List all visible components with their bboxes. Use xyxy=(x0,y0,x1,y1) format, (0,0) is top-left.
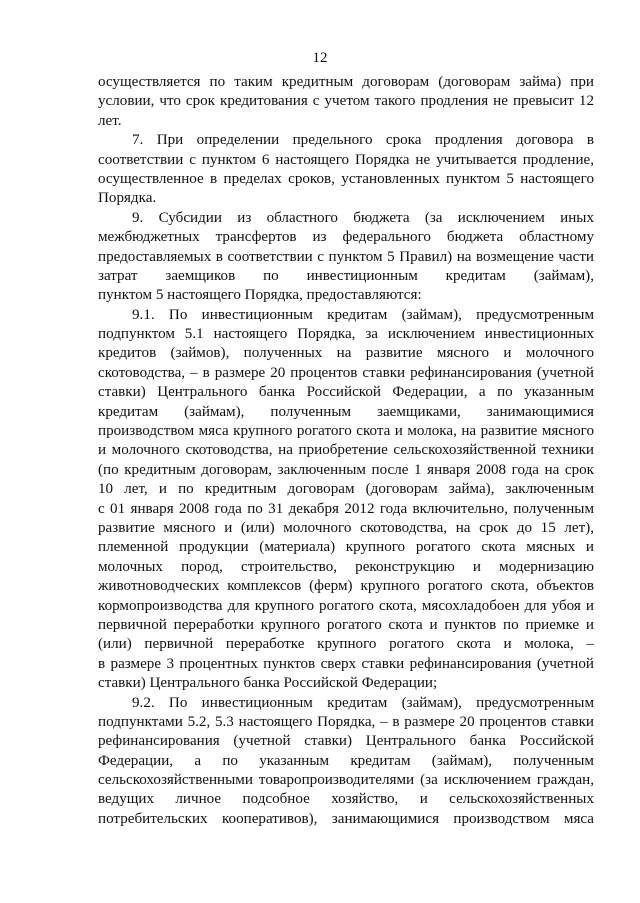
text-line: затрат заемщиков по инвестиционным кредитам (займам), xyxy=(98,267,594,284)
text-line: 9. Субсидии из областного бюджета (за исключением иных xyxy=(132,209,594,226)
text-line: развитие мясного и (или) молочного скотоводства, на срок до 15 лет), xyxy=(98,519,594,536)
text-line: Порядка. xyxy=(98,190,157,207)
page-number: 12 xyxy=(312,50,328,66)
text-line: с 01 января 2008 года по 31 декабря 2012 года включительно, полученным xyxy=(98,500,594,517)
text-line: в размере 3 процентных пунктов сверх ставки рефинансирования (учетной xyxy=(98,655,594,672)
text-line: Федерации, а по указанным кредитам (займам), полученным xyxy=(98,752,594,769)
text-line: и молочного скотоводства, на приобретение сельскохозяйственной техники xyxy=(98,442,594,459)
text-line: лет. xyxy=(98,112,122,129)
text-line: условии, что срок кредитования с учетом такого продления не превысит 12 xyxy=(98,93,594,110)
text-line: производством мяса крупного рогатого скота и молока, на развитие мясного xyxy=(98,423,594,440)
text-line: подпунктами 5.2, 5.3 настоящего Порядка, – в размере 20 процентов ставки xyxy=(98,713,594,730)
text-line: (или) первичной переработке крупного рогатого скота и молока, – xyxy=(98,636,594,653)
text-line: кредитов (займов), полученных на развитие мясного и молочного xyxy=(98,345,594,362)
text-line: соответствии с пунктом 6 настоящего Порядка не учитывается продление, xyxy=(98,151,594,168)
text-line: осуществляется по таким кредитным договорам (договорам займа) при xyxy=(98,74,594,90)
text-line: ставки) Центрального банка Российской Федерации, а по указанным xyxy=(98,384,594,401)
text-line: молочных пород, строительство, реконструкцию и модернизацию xyxy=(98,558,594,575)
text-line: потребительских кооперативов), занимающимися производством мяса xyxy=(98,810,594,827)
text-line: племенной продукции (материала) крупного рогатого скота мясных и xyxy=(98,539,594,556)
text-line: осуществленное в пределах сроков, установленных пунктом 5 настоящего xyxy=(98,170,594,187)
text-line: сельскохозяйственными товаропроизводителями (за исключением граждан, xyxy=(98,772,594,789)
text-line: (по кредитным договорам, заключенным после 1 января 2008 года на срок xyxy=(98,461,594,478)
text-line: животноводческих комплексов (ферм) крупного рогатого скота, объектов xyxy=(98,578,594,595)
text-line: межбюджетных трансфертов из федерального бюджета областному xyxy=(98,229,594,246)
text-line: кормопроизводства для крупного рогатого скота, мясохладобоен для убоя и xyxy=(98,597,594,614)
text-line: 7. При определении предельного срока продления договора в xyxy=(132,132,594,149)
text-line: рефинансирования (учетной ставки) Центрального банка Российской xyxy=(98,733,594,750)
text-line: 9.1. По инвестиционным кредитам (займам), предусмотренным xyxy=(132,306,594,323)
text-line: подпунктом 5.1 настоящего Порядка, за исключением инвестиционных xyxy=(98,326,594,343)
text-line: первичной переработки крупного рогатого скота и пунктов по приемке и xyxy=(98,616,594,633)
text-line: 9.2. По инвестиционным кредитам (займам), предусмотренным xyxy=(132,694,594,711)
text-line: ставки) Центрального банка Российской Федерации; xyxy=(98,675,438,692)
text-line: предоставляемых в соответствии с пунктом 5 Правил) на возмещение части xyxy=(98,248,594,265)
body-text xyxy=(98,73,594,829)
text-line: скотоводства, – в размере 20 процентов ставки рефинансирования (учетной xyxy=(98,364,594,381)
text-line: пунктом 5 настоящего Порядка, предоставляются: xyxy=(98,287,422,304)
text-line: кредитам (займам), полученным заемщиками, занимающимися xyxy=(98,403,594,420)
text-line: 10 лет, и по кредитным договорам (договорам займа), заключенным xyxy=(98,481,594,498)
text-line: ведущих личное подсобное хозяйство, и сельскохозяйственных xyxy=(98,791,594,808)
